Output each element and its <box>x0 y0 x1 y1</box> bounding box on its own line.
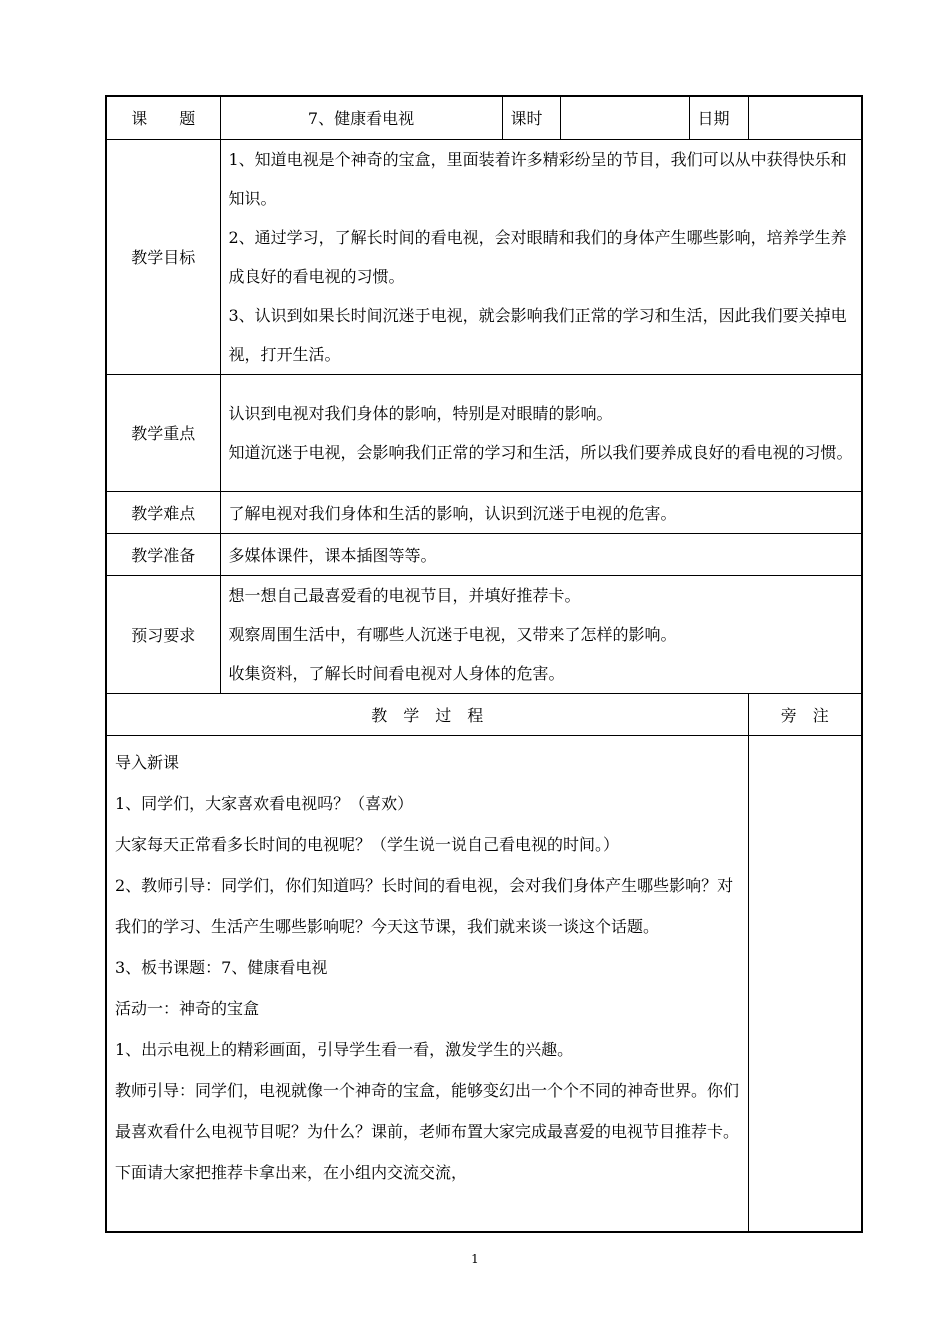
header-row <box>106 96 862 139</box>
objective-line: 1、知道电视是个神奇的宝盒，里面装着许多精彩纷呈的节目，我们可以从中获得快乐和知识。 <box>228 149 847 208</box>
preparation-label: 教学准备 <box>106 533 220 575</box>
side-note-header: 旁 注 <box>748 693 862 735</box>
process-content <box>106 735 748 1232</box>
preview-label: 预习要求 <box>106 575 220 693</box>
process-line: 大家每天正常看多长时间的电视呢？（学生说一说自己看电视的时间。） <box>115 834 620 854</box>
period-label: 课时 <box>502 96 560 139</box>
side-note-content <box>748 735 862 1232</box>
process-line: 1、同学们，大家喜欢看电视吗？（喜欢） <box>115 793 414 813</box>
difficulties-label: 教学难点 <box>106 491 220 533</box>
lesson-plan-table <box>105 95 863 1233</box>
process-line: 活动一：神奇的宝盒 <box>115 998 260 1018</box>
period-value <box>560 96 689 139</box>
difficulties-content: 了解电视对我们身体和生活的影响，认识到沉迷于电视的危害。 <box>220 491 862 533</box>
process-line: 3、板书课题：7、健康看电视 <box>115 957 328 977</box>
key-points-row <box>106 374 862 491</box>
objectives-label: 教学目标 <box>106 139 220 374</box>
key-point-line: 认识到电视对我们身体的影响，特别是对眼睛的影响。 <box>228 403 613 423</box>
process-line: 导入新课 <box>115 752 180 772</box>
process-header-row <box>106 693 862 735</box>
process-line: 2、教师引导：同学们，你们知道吗？长时间的看电视，会对我们身体产生哪些影响？对我们的学习、生活产生哪些影响呢？今天这节课，我们就来谈一谈这个话题。 <box>115 875 734 936</box>
preview-line: 观察周围生活中，有哪些人沉迷于电视，又带来了怎样的影响。 <box>228 624 677 644</box>
objectives-content <box>220 139 862 374</box>
date-label: 日期 <box>689 96 748 139</box>
key-points-content <box>220 374 862 491</box>
objective-line: 2、通过学习，了解长时间的看电视，会对眼睛和我们的身体产生哪些影响，培养学生养成良好的看电视的习惯。 <box>228 227 847 286</box>
preview-row <box>106 575 862 693</box>
preview-line: 收集资料，了解长时间看电视对人身体的危害。 <box>228 663 565 683</box>
page-number: 1 <box>471 1252 479 1266</box>
process-line: 1、出示电视上的精彩画面，引导学生看一看，激发学生的兴趣。 <box>115 1039 574 1059</box>
process-line: 教师引导：同学们，电视就像一个神奇的宝盒，能够变幻出一个个不同的神奇世界。你们最喜欢看什么电视节目呢？为什么？课前，老师布置大家完成最喜爱的电视节目推荐卡。下面请大家把推荐卡拿出来，在小组内交流交流， <box>115 1080 740 1182</box>
subject-value: 7、健康看电视 <box>220 96 502 139</box>
key-point-line: 知道沉迷于电视，会影响我们正常的学习和生活，所以我们要养成良好的看电视的习惯。 <box>228 442 853 462</box>
process-header: 教 学 过 程 <box>106 693 748 735</box>
objective-line: 3、认识到如果长时间沉迷于电视，就会影响我们正常的学习和生活，因此我们要关掉电视，打开生活。 <box>228 305 847 364</box>
date-value <box>748 96 862 139</box>
preview-line: 想一想自己最喜爱看的电视节目，并填好推荐卡。 <box>228 585 581 605</box>
preparation-content: 多媒体课件，课本插图等等。 <box>220 533 862 575</box>
difficulties-row <box>106 491 862 533</box>
process-body-row <box>106 735 862 1232</box>
subject-label: 课 题 <box>106 96 220 139</box>
key-points-label: 教学重点 <box>106 374 220 491</box>
objectives-row <box>106 139 862 374</box>
preparation-row <box>106 533 862 575</box>
preview-content <box>220 575 862 693</box>
